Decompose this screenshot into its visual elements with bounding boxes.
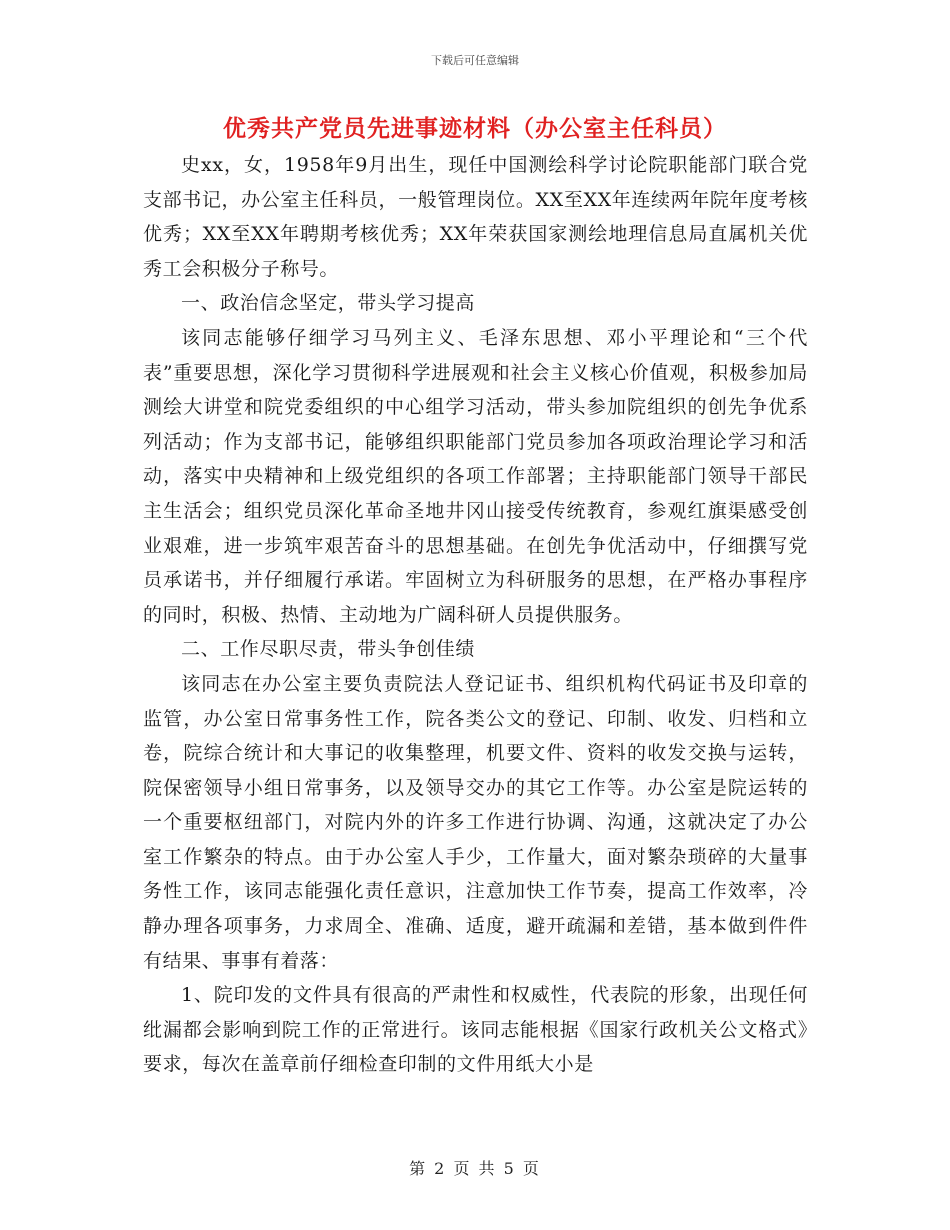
page-number: 第 2 页 共 5 页 bbox=[409, 1159, 541, 1178]
paragraph-section-2: 该同志在办公室主要负责院法人登记证书、组织机构代码证书及印章的监管，办公室日常事务性工作，院各类公文的登记、印制、收发、归档和立卷，院综合统计和大事记的收集整理，机要文件、资料的收发交换与运转，院保密领导小组日常事务，以及领导交办的其它工作等。办公室是院运转的一个重要枢纽部门，对院内外的许多工作进行协调、沟通，这就决定了办公室工作繁杂的特点。由于办公室人手少，工作量大，面对繁杂琐碎的大量事务性工作，该同志能强化责任意识，注意加快工作节奏，提高工作效率，冷静办理各项事务，力求周全、准确、适度，避开疏漏和差错，基本做到件件有结果、事事有着落： bbox=[143, 672, 808, 972]
section-heading-1: 一、政治信念坚定，带头学习提高 bbox=[181, 292, 476, 315]
page-header-note: 下载后可任意编辑 bbox=[431, 54, 519, 67]
paragraph-item-1: 1、院印发的文件具有很高的严肃性和权威性，代表院的形象，出现任何纰漏都会影响到院工作的正常进行。该同志能根据《国家行政机关公文格式》要求，每次在盖章前仔细检查印制的文件用纸大小是 bbox=[143, 984, 808, 1076]
document-title: 优秀共产党员先进事迹材料（办公室主任科员） bbox=[223, 116, 727, 142]
paragraph-intro: 史xx，女，1958年9月出生，现任中国测绘科学讨论院职能部门联合党支部书记，办公室主任科员，一般管理岗位。XX至XX年连续两年院年度考核优秀；XX至XX年聘期考核优秀；XX年荣获国家测绘地理信息局直属机关优秀工会积极分子称号。 bbox=[143, 154, 808, 280]
document-body bbox=[143, 148, 808, 1082]
section-heading-2: 二、工作尽职尽责，带头争创佳绩 bbox=[181, 638, 476, 661]
paragraph-section-1: 该同志能够仔细学习马列主义、毛泽东思想、邓小平理论和“三个代表”重要思想，深化学习贯彻科学进展观和社会主义核心价值观，积极参加局测绘大讲堂和院党委组织的中心组学习活动，带头参加院组织的创先争优系列活动；作为支部书记，能够组织职能部门党员参加各项政治理论学习和活动，落实中央精神和上级党组织的各项工作部署；主持职能部门领导干部民主生活会；组织党员深化革命圣地井冈山接受传统教育，参观红旗渠感受创业艰难，进一步筑牢艰苦奋斗的思想基础。在创先争优活动中，仔细撰写党员承诺书，并仔细履行承诺。牢固树立为科研服务的思想，在严格办事程序的同时，积极、热情、主动地为广阔科研人员提供服务。 bbox=[143, 326, 808, 626]
